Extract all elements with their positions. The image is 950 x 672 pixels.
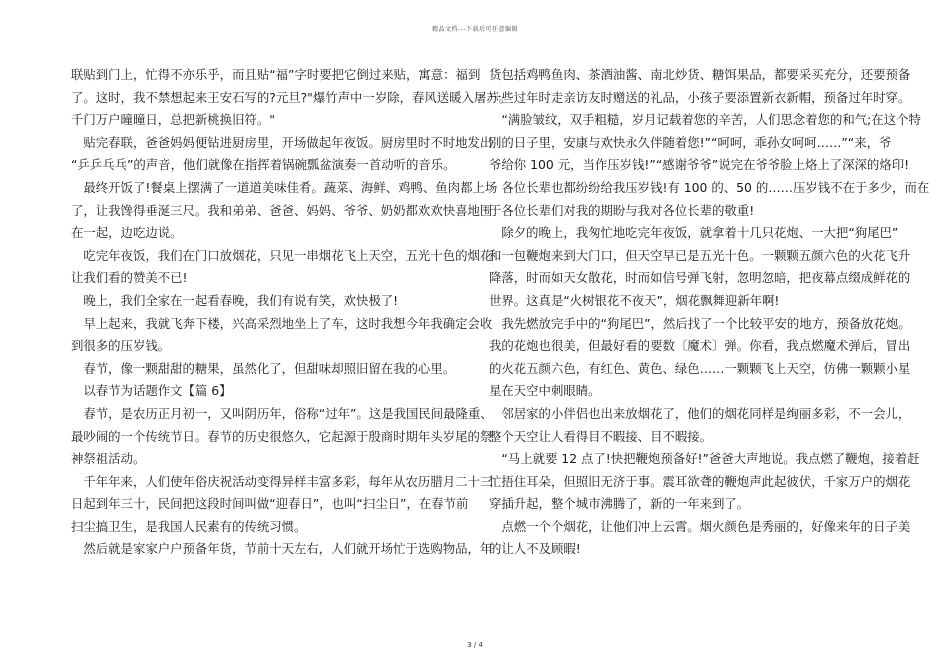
text-line: 日起到年三十，民间把这段时间叫做“迎春日”，也叫“扫尘日”，在春节前 <box>71 496 469 512</box>
text-line: “马上就要 12 点了!快把鞭炮预备好!”爸爸大声地说。我点燃了鞭炮，接着赶 <box>489 451 920 467</box>
text-line: 然后就是家家户户预备年货，节前十天左右，人们就开场忙于选购物品，年 <box>71 541 493 557</box>
text-line: 了。这时，我不禁想起来王安石写的?元旦?"爆竹声中一岁除，春风送暖入屠苏。 <box>71 89 512 105</box>
text-line: 穿插升起，整个城市沸腾了，新的一年来到了。 <box>489 496 750 512</box>
text-line: 各位长辈也都纷纷给我压岁钱!有 100 的、50 的……压岁钱不在于多少，而在 <box>489 179 930 195</box>
text-line: 除夕的晚上，我匆忙地吃完年夜饭，就拿着十几只花炮、一大把“狗尾巴” <box>489 225 899 241</box>
text-line: 于各位长辈们对我的期盼与我对各位长辈的敬重! <box>489 202 755 218</box>
text-line: 联贴到门上，忙得不亦乐乎，而且贴“福”字时要把它倒过来贴，寓意：福到 <box>71 67 481 82</box>
text-line: 最吵闹的一个传统节日。春节的历史很悠久，它起源于殷商时期年头岁尾的祭 <box>71 428 493 444</box>
text-line: 别的日子里，安康与欢快永久伴随着您!”“呵呵，乖孙女呵呵……”“来，爷 <box>489 134 892 150</box>
page-header: 精品文档---下载后可任意编辑 <box>432 26 518 33</box>
text-line: 忙捂住耳朵，但照旧无济于事。震耳欲聋的鞭炮声此起彼伏，千家万户的烟花 <box>489 473 911 489</box>
right-column <box>489 64 930 561</box>
text-line: 和一包鞭炮来到大门口，但天空早已是五光十色。一颗颗五颜六色的火花飞升 <box>489 247 911 263</box>
text-line: 我的花炮也很美，但最好看的要数〔魔术〕弹。你看，我点燃魔术弹后，冒出 <box>489 338 911 354</box>
text-line: 我先燃放完手中的“狗尾巴”，然后找了一个比较平安的地方，预备放花炮。 <box>489 315 911 331</box>
text-line: 了，让我馋得垂涎三尺。我和弟弟、爸爸、妈妈、爷爷、奶奶都欢欢快喜地围 <box>71 202 493 218</box>
text-line: 一些过年时走亲访友时赠送的礼品，小孩子要添置新衣新帽，预备过年时穿。 <box>489 89 911 105</box>
text-line: 的让人不及顾暇! <box>489 541 581 557</box>
text-line: 扫尘搞卫生，是我国人民素有的传统习惯。 <box>71 518 307 534</box>
text-line: 爷给你 100 元，当作压岁钱!”“感谢爷爷”说完在爷爷脸上烙上了深深的烙印! <box>489 157 910 173</box>
text-line: 点燃一个个烟花，让他们冲上云霄。烟火颜色是秀丽的，好像来年的日子美 <box>489 518 911 534</box>
text-line: 到很多的压岁钱。 <box>71 338 171 354</box>
text-line: “满脸皱纹，双手粗糙，岁月记载着您的辛苦，人们思念着您的和气;在这个特 <box>489 112 921 128</box>
text-line: 千门万户曈曈日，总把新桃换旧符。" <box>71 112 275 128</box>
text-line: 的火花五颜六色，有红色、黄色、绿色……一颗颗飞上天空，仿佛一颗颗小星 <box>489 360 911 376</box>
text-line: 神祭祖活动。 <box>71 451 146 467</box>
left-column <box>71 64 512 561</box>
text-line: 世界。这真是“火树银花不夜天”，烟花飘舞迎新年啊! <box>489 292 780 308</box>
text-line: 春节，像一颗甜甜的糖果，虽然化了，但甜味却照旧留在我的心里。 <box>71 360 456 376</box>
text-line: 整个天空让人看得目不暇接、目不暇接。 <box>489 428 713 444</box>
text-line: “乒乒乓乓”的声音，他们就像在指挥着锅碗瓢盆演奏一首动听的音乐。 <box>71 157 456 173</box>
text-line: 以春节为话题作文【篇 6】 <box>71 383 232 399</box>
text-line: 最终开饭了!餐桌上摆满了一道道美味佳肴。蔬菜、海鲜、鸡鸭、鱼肉都上场 <box>71 179 498 195</box>
text-line: 在一起，边吃边说。 <box>71 225 183 241</box>
text-line: 降落，时而如天女散花，时而如信号弹飞射，忽明忽暗，把夜幕点缀成鲜花的 <box>489 270 911 286</box>
text-line: 春节，是农历正月初一，又叫阴历年，俗称“过年”。这是我国民间最隆重、 <box>71 405 493 421</box>
text-line: 货包括鸡鸭鱼肉、茶酒油酱、南北炒货、糖饵果品，都要采买充分，还要预备 <box>489 67 911 82</box>
text-line: 贴完春联，爸爸妈妈便钻进厨房里，开场做起年夜饭。厨房里时不时地发出 <box>71 134 493 150</box>
text-line: 吃完年夜饭，我们在门口放烟花，只见一串烟花飞上天空，五光十色的烟花 <box>71 247 493 263</box>
text-line: 早上起来，我就飞奔下楼，兴高采烈地坐上了车，这时我想今年我确定会收 <box>71 315 493 331</box>
text-line: 让我们看的赞美不已! <box>71 270 188 286</box>
page-number: 3 / 4 <box>467 641 483 649</box>
text-line: 邻居家的小伴侣也出来放烟花了，他们的烟花同样是绚丽多彩，不一会儿， <box>489 405 911 421</box>
text-line: 晚上，我们全家在一起看春晚，我们有说有笑，欢快极了! <box>71 292 399 308</box>
text-line: 星在天空中刺眼睛。 <box>489 383 601 399</box>
text-line: 千年年来，人们使年俗庆祝活动变得异样丰富多彩，每年从农历腊月二十三 <box>71 473 493 489</box>
